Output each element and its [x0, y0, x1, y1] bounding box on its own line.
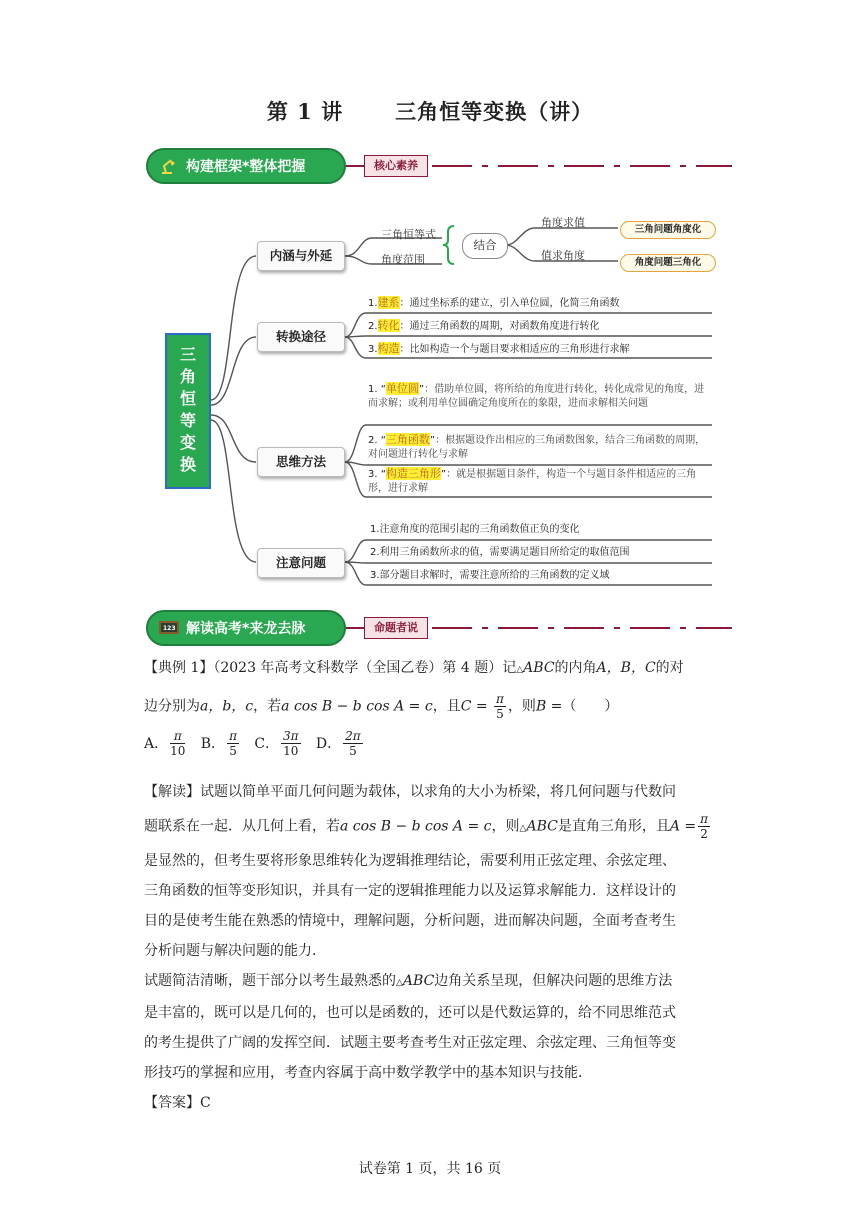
leaf-angle-range: 角度范围 — [381, 253, 425, 266]
highlight-keyword: 构造三角形 — [385, 467, 441, 480]
leaf-identity: 三角恒等式 — [381, 228, 436, 241]
answer: 【答案】C — [144, 1094, 211, 1111]
pill-angle-to-trig: 角度问题三角化 — [620, 254, 716, 272]
analysis-paragraph: 【解读】试题以简单平面几何问题为载体，以求角的大小为桥梁，将几何问题与代数问 题联系在一起．从几何上看，若a cos B − b cos A = c，则△ABC是直角三角形，且A = $\frac{\pi}{2}$ 是显然的，但考生要将形象思维转化为逻辑推理结论，需要利用正弦定理、余弦定理、 三角函数的恒等变形知识，并具有一定的逻辑推理能力以及运算求解能力．这样设计的 目的是使考生能在熟悉的情境中，理解问题，分析问题，进而解决问题，全面考查考生 分析问题与解决问题的能力． 试题简洁清晰，题干部分以考生最熟悉的△ABC边角关系呈现，但解决问题的思维方法 是丰富的，既可以是几何的，也可以是函数的，还可以是代数运算的，给不同思维范式 的考生提供了广阔的发挥空间．试题主要考查考生对正弦定理、余弦定理、三角恒等变 形技巧的掌握和应用，考查内容属于高中数学教学中的基本知识与技能． 【答案】C — [144, 778, 719, 1117]
banner-label: 解读高考*来龙去脉 — [186, 621, 306, 637]
method-item: 2. “三角函数”：根据题设作出相应的三角函数图象，结合三角函数的周期，对问题进行转化与求解 — [368, 433, 706, 460]
issue-item: 2.利用三角函数所求的值，需要满足题目所给定的取值范围 — [370, 547, 630, 558]
highlight-keyword: 建系 — [377, 296, 400, 309]
method-item: 3. “构造三角形”：就是根据题目条件，构造一个与题目条件相适应的三角形，进行求解 — [368, 467, 697, 494]
highlight-keyword: 构造 — [377, 342, 400, 355]
method-item: 1. “单位圆”：借助单位圆，将所给的角度进行转化，转化成常见的角度，进而求解；或利用单位圆确定角度所在的象限，进而求解相关问题 — [368, 382, 705, 409]
center-char: 三 — [179, 345, 196, 364]
question-line-2: 边分别为a，b，c，若a cos B − b cos A = c，且C = $\frac{\pi}{5}$ ，则B =（ ） — [144, 692, 619, 721]
option-d: D． $\frac{2\pi}{5}$ — [315, 729, 361, 758]
banner-connector — [346, 627, 364, 629]
svg-text:123: 123 — [163, 625, 176, 632]
mindmap-center-topic — [165, 333, 211, 489]
issue-item: 3.部分题目求解时，需要注意所给的三角函数的定义域 — [370, 570, 610, 581]
section-banner-exam — [146, 610, 346, 646]
title-topic: 三角恒等变换（讲） — [395, 99, 594, 124]
center-char: 变 — [179, 433, 196, 452]
path-item: 2.转化：通过三角函数的周期，对函数角度进行转化 — [368, 319, 600, 332]
banner-label: 构建框架*整体把握 — [186, 159, 306, 175]
path-item: 1.建系：通过坐标系的建立，引入单位圆，化简三角函数 — [368, 296, 620, 309]
highlight-keyword: 单位圆 — [385, 382, 419, 395]
answer-options — [144, 729, 719, 758]
issue-item: 1.注意角度的范围引起的三角函数值正负的变化 — [370, 524, 580, 535]
highlight-keyword: 转化 — [377, 319, 400, 332]
page-footer: 试卷第 1 页，共 16 页 — [358, 1161, 502, 1177]
node-connotation: 内涵与外延 — [257, 241, 345, 271]
title-lecture-number: 第 1 讲 — [266, 99, 344, 124]
node-attention-issues: 注意问题 — [257, 548, 345, 578]
leaf-angle-eval: 角度求值 — [541, 216, 585, 229]
blackboard-icon — [158, 619, 180, 637]
center-char: 角 — [179, 367, 196, 386]
option-c: C． $\frac{3\pi}{10}$ — [254, 729, 299, 758]
center-char: 换 — [179, 455, 196, 474]
pill-trig-to-angle: 三角问题角度化 — [620, 221, 716, 239]
example-question — [144, 654, 719, 758]
node-combine: 结合 — [462, 233, 508, 259]
highlight-keyword: 三角函数 — [385, 433, 430, 446]
question-line-1: 【典例 1】（2023 年高考文科数学（全国乙卷）第 4 题）记△ABC的内角A，B，C的对 — [144, 660, 684, 676]
leaf-value-angle: 值求角度 — [541, 249, 585, 262]
fraction: $\frac{\pi}{5}$ — [496, 692, 504, 721]
node-conversion-path: 转换途径 — [257, 322, 345, 352]
center-char: 等 — [179, 411, 196, 430]
center-char: 恒 — [179, 389, 196, 408]
fraction: $\frac{\pi}{2}$ — [700, 812, 709, 841]
option-b: B． $\frac{\pi}{5}$ — [200, 729, 237, 758]
path-item: 3.构造：比如构造一个与题目要求相适应的三角形进行求解 — [368, 342, 630, 355]
decorative-dash-line — [432, 626, 732, 630]
node-thinking-method: 思维方法 — [257, 447, 345, 477]
tag-examiner-notes: 命题者说 — [364, 617, 428, 639]
option-a: A． $\frac{\pi}{10}$ — [144, 729, 186, 758]
tag-core-literacy: 核心素养 — [364, 155, 428, 177]
